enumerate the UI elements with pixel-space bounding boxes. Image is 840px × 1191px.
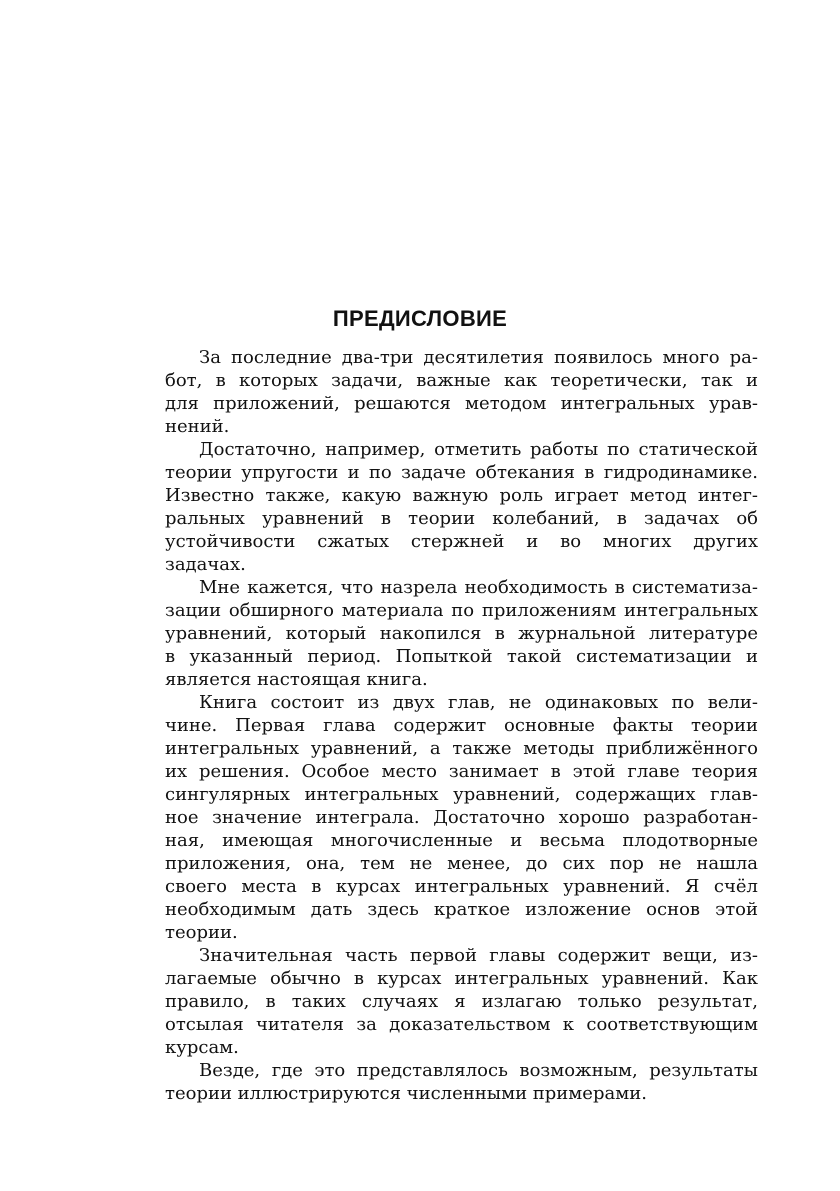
text-line: является настоящая книга. <box>165 669 428 690</box>
text-line: чине. Первая глава содержит основные факты теории <box>165 715 758 736</box>
paragraph-1 <box>131 346 758 438</box>
text-line: сингулярных интегральных уравнений, содержащих глав- <box>165 784 758 805</box>
paragraph-4 <box>131 691 758 944</box>
paragraph-5 <box>131 944 758 1059</box>
text-line: бот, в которых задачи, важные как теоретически, так и <box>165 370 758 391</box>
text-line: в указанный период. Попыткой такой систематизации и <box>165 646 758 667</box>
text-line: Везде, где это представлялось возможным, результаты <box>199 1060 758 1081</box>
text-line: Достаточно, например, отметить работы по статической <box>199 439 758 460</box>
text-line: За последние два-три десятилетия появилось много ра- <box>199 347 758 368</box>
text-line: нений. <box>165 416 230 437</box>
text-line: задачах. <box>165 554 246 575</box>
text-line: приложения, она, тем не менее, до сих пор не нашла <box>165 853 758 874</box>
text-line: ное значение интеграла. Достаточно хорошо разработан- <box>165 807 758 828</box>
text-line: их решения. Особое место занимает в этой главе теория <box>165 761 758 782</box>
text-line: правило, в таких случаях я излагаю только результат, <box>165 991 758 1012</box>
text-line: Книга состоит из двух глав, не одинаковых по вели- <box>199 692 758 713</box>
text-line: своего места в курсах интегральных уравнений. Я счёл <box>165 876 758 897</box>
text-line: зации обширного материала по приложениям интегральных <box>165 600 758 621</box>
text-line: лагаемые обычно в курсах интегральных уравнений. Как <box>165 968 758 989</box>
text-line: устойчивости сжатых стержней и во многих других <box>165 531 758 552</box>
text-line: для приложений, решаются методом интегральных урав- <box>165 393 758 414</box>
text-line: ная, имеющая многочисленные и весьма плодотворные <box>165 830 758 851</box>
text-line: курсам. <box>165 1037 239 1058</box>
text-line: ральных уравнений в теории колебаний, в задачах об <box>165 508 758 529</box>
text-line: отсылая читателя за доказательством к соответствующим <box>165 1014 758 1035</box>
text-line: необходимым дать здесь краткое изложение основ этой <box>165 899 758 920</box>
text-line: Мне кажется, что назрела необходимость в систематиза- <box>199 577 758 598</box>
paragraph-6 <box>131 1059 758 1105</box>
paragraph-2 <box>131 438 758 576</box>
text-line: теории иллюстрируются численными примерами. <box>165 1083 647 1104</box>
text-line: Значительная часть первой главы содержит вещи, из- <box>199 945 758 966</box>
text-line: теории. <box>165 922 238 943</box>
text-line: Известно также, какую важную роль играет метод интег- <box>165 485 758 506</box>
page-title: ПРЕДИСЛОВИЕ <box>332 306 508 331</box>
text-line: интегральных уравнений, а также методы приближённого <box>165 738 758 759</box>
paragraph-3 <box>131 576 758 691</box>
text-line: теории упругости и по задаче обтекания в гидродинамике. <box>165 462 758 483</box>
preface-body <box>131 346 758 1105</box>
text-line: уравнений, который накопился в журнальной литературе <box>165 623 758 644</box>
